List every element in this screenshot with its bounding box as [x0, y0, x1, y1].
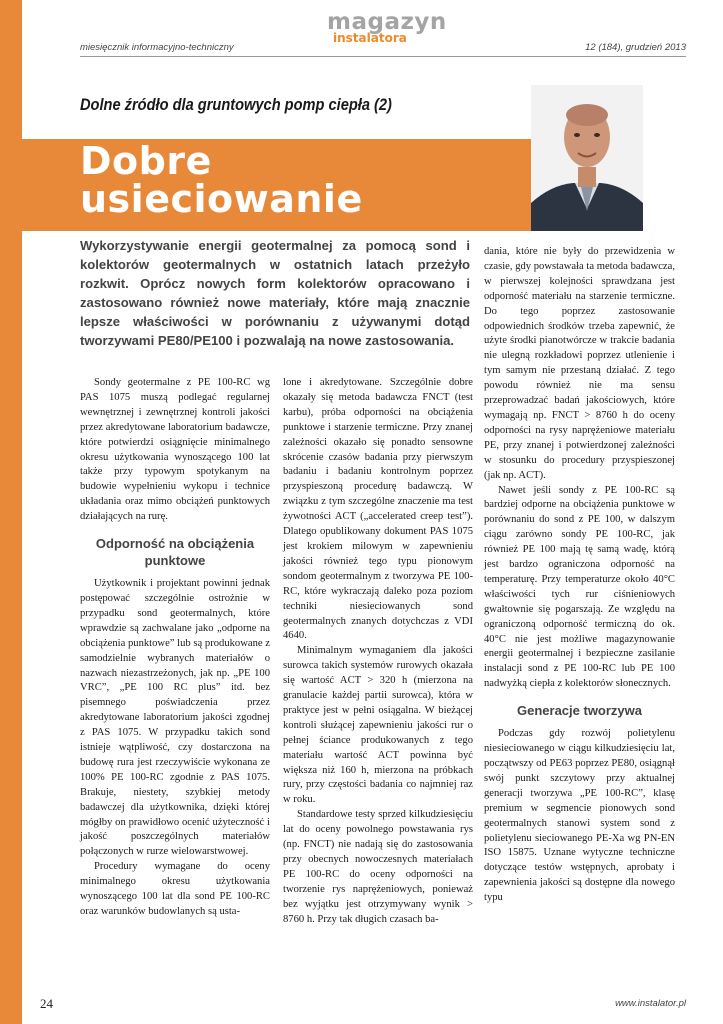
header-divider — [80, 56, 686, 57]
left-accent-bar — [0, 0, 22, 1024]
section-heading-point-loads: Odporność na obciążenia punktowe — [95, 536, 255, 569]
column-2 — [283, 376, 473, 928]
article-subtitle: Dolne źródło dla gruntowych pomp ciepła (2) — [80, 95, 392, 114]
column-1 — [80, 376, 270, 920]
paragraph: lone i akredytowane. Szczególnie dobre okazały się metoda badawcza FNCT (test karbu), próba odporności na obciążenia punktowe i starzenie termiczne. Przy znanej zależności okazało się ponadto sensowne skrócenie czasów badania przy pierwszym badaniu i badaniu kontrolnym poprzez przyspieszoną procedurę badawczą. W związku z tym szczególne znaczenie ma test żywotności ACT („accelerated creep test”). Dlatego opublikowany dokument PAS 1075 jest krokiem milowym w zapewnieniu jakości również tego typu pionowym sondom geotermalnym z tworzywa PE 100-RC, które wykraczają daleko poza poziom techniki niesieciowanych sond geotermalnych znanych dotychczas z VDI 4640. — [283, 377, 473, 642]
header-issue-date: 12 (184), grudzień 2013 — [585, 42, 686, 53]
paragraph: Procedury wymagane do oceny minimalnego okresu użytkowania wynoszącego 100 lat dla sond PE 100-RC oraz warunków budowlanych są usta- — [80, 861, 270, 917]
paragraph: Standardowe testy sprzed kilkudziesięciu lat do oceny powolnego powstawania rys (np. FNCT) nie nadają się do zastosowania przy obecnych nowoczesnych materiałach PE 100-RC do oceny odporności na tworzenie rys naprężeniowych, ponieważ bez wyjątku jest otrzymywany wynik > 8760 h. Przy tak długich czasach ba- — [283, 809, 473, 925]
header-left-text: miesięcznik informacyjno-techniczny — [80, 42, 234, 53]
title-line-2: usieciowanie — [80, 177, 363, 221]
section-heading-material-generations: Generacje tworzywa — [517, 703, 642, 719]
title-line-1: Dobre — [80, 139, 212, 183]
page-number: 24 — [40, 996, 53, 1011]
logo-sub-text: instalatora — [333, 31, 407, 45]
paragraph: Podczas gdy rozwój polietylenu niesieciowanego w ciągu kilkudziesięciu lat, początwszy od PE63 poprzez PE80, osiągnął swój punkt szczytowy przy aktualnej generacji tworzywa „PE 100-RC”, klasę premium w segmencie pionowych sond geotermalnych stanowi system sond z polietylenu sieciowanego PE-Xa wg PN-EN ISO 15875. Uznane wytyczne techniczne dotyczące testów wstępnych, aprobaty i zapewnienia jakości są dostępne dla nowego typu — [484, 728, 675, 904]
paragraph: Nawet jeśli sondy z PE 100-RC są bardziej odporne na obciążenia punktowe w porównaniu do sond z PE 100, w dalszym ciągu zarówno sondy PE 100-RC, jak również PE 100 mają tę samą wadę, którą jest bardzo ograniczona odporność na temperaturę. Przy temperaturze około 40°C właściwości tych rur ciśnieniowych gwałtownie się pogarszają. Ze względu na ograniczoną odporność termiczną do ok. 40°C nie jest możliwe magazynowanie energii geotermalnej i bezpieczne zasilanie instalacji sond z PE 100-RC lub PE 100 nadwyżką ciepła z kolektorów słonecznych. — [484, 484, 675, 690]
logo-main-text: magazyn — [327, 9, 447, 35]
article-lead: Wykorzystywanie energii geotermalnej za pomocą sond i kolektorów geotermalnych w ostatnich latach przeżyło rozkwit. Oprócz nowych form kolektorów opracowano i zastosowano również nowe materiały, które mają znacznie lepsze właściwości w porównaniu z używanymi dotąd tworzywami PE80/PE100 i pozwalają na nowe zastosowania. — [80, 238, 470, 349]
portrait-photo — [531, 85, 643, 231]
footer-website-link[interactable]: www.instalator.pl — [615, 998, 686, 1009]
paragraph: Minimalnym wymaganiem dla jakości surowca takich systemów rurowych okazała się wartość ACT > 320 h (mierzona na granulacie każdej partii surowca), która w praktyce jest w pełni osiągalna. W bieżącej kontroli służącej zapewnieniu jakości rur o pełnej ściance produkowanych z tego materiału wartość ACT powinna być większa niż 160 h, mierzona na próbkach rury, przy częstości badania co najmniej raz w roku. — [283, 645, 473, 806]
paragraph: Sondy geotermalne z PE 100-RC wg PAS 1075 muszą podlegać regularnej wewnętrznej i zewnętrznej kontroli jakości przez akredytowane laboratorium badawcze, które potwierdzi osiągnięcie minimalnego okresu użytkowania wynoszącego 100 lat także przy typowym spotykanym na budowie wypełnieniu wykopu i technice układania oraz mimo obciążeń punktowych działających na rurę. — [80, 377, 270, 523]
paragraph: dania, które nie były do przewidzenia w czasie, gdy powstawała ta metoda badawcza, w pierwszej kolejności sprawdzana jest odporność materiału na starzenie termiczne. Do tego poprzez zastosowanie odpowiednich środków trzeba zapewnić, że użyte środki pianotwórcze w trakcie badania nie ulegną rozkładowi poprzez utlenienie i tym samym nie przestaną działać. Z tego powodu również nie ma sensu przeprowadzać badań jakościowych, które wymagają np. FNCT > 8760 h do oceny odporności na rysy naprężeniowe materiału PE, przy znanej i potwierdzonej zależności w stosunku do procedury przyspieszonej (jak np. ACT). — [484, 246, 675, 481]
magazine-logo — [327, 9, 447, 46]
column-3 — [484, 245, 675, 906]
portrait-illustration — [531, 85, 643, 231]
paragraph: Użytkownik i projektant powinni jednak postępować szczególnie ostrożnie w przypadku sond geotermalnych, które wprawdzie są zachwalane jako „odporne na obciążenia punktowe” lub są produkowane z samodzielnie wybranych materiałów o nazwach niezastrzeżonych, jak np. „PE 100 VRC”, „PE 100 RC plus” itd. bez pisemnego poświadczenia przez akredytowane laboratorium jakości zgodnej z PAS 1075. W przypadku takich sond istnieje wątpliwość, czy dostarczona na budowę rura jest rzeczywiście wykonana ze 100% PE 100-RC zgodnie z PAS 1075. Brakuje, niestety, szybkiej metody badawczej dla użytkownika, dzięki której mógłby on prawidłowo ocenić użyteczność i jakość poszczególnych materiałów połączonych w rurze wielowarstwowej. — [80, 578, 270, 858]
article-title — [80, 139, 530, 221]
